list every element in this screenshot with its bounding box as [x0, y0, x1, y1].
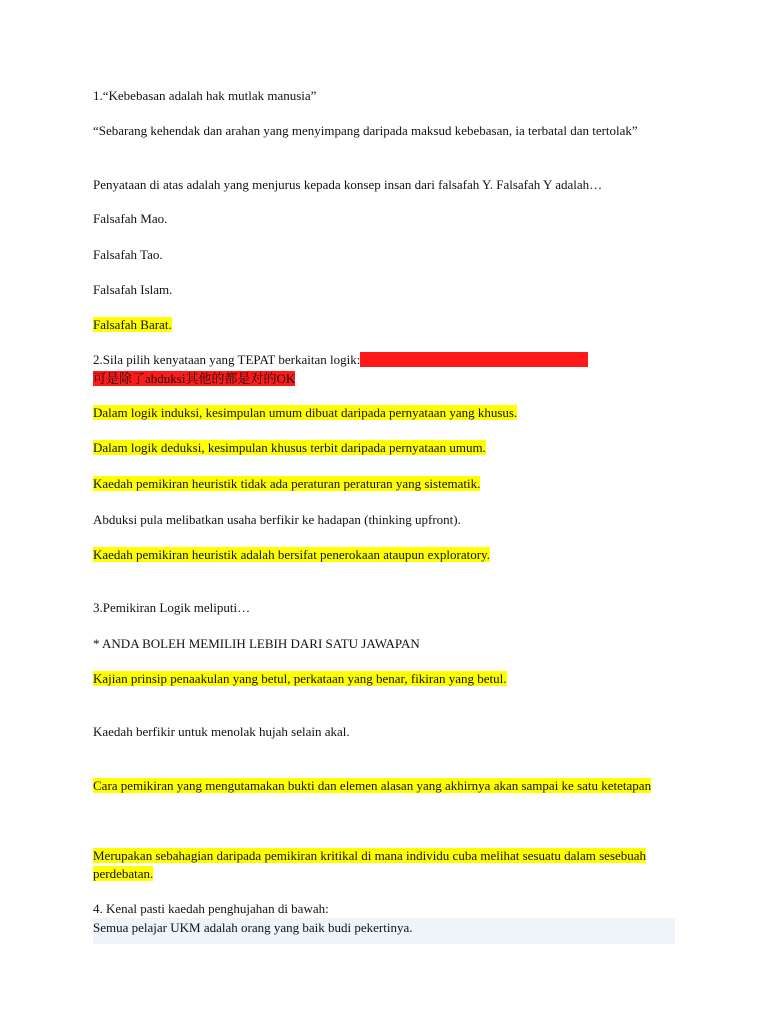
- q3-option-highlighted: Kajian prinsip penaakulan yang betul, perkataan yang benar, fikiran yang betul.: [93, 671, 507, 686]
- q4-title: 4. Kenal pasti kaedah penghujahan di bawah:: [93, 901, 329, 916]
- q3-option: Kaedah berfikir untuk menolak hujah selain akal.: [93, 724, 350, 739]
- q3-option-highlighted: Merupakan sebahagian daripada pemikiran kritikal di mana individu cuba melihat sesuatu dalam sesebuah perdebatan.: [93, 848, 647, 881]
- q1-option: Falsafah Tao.: [93, 247, 163, 262]
- q1-option-highlighted: Falsafah Barat.: [93, 317, 172, 332]
- q2-option-highlighted: Dalam logik induksi, kesimpulan umum dibuat daripada pernyataan yang khusus.: [93, 405, 518, 420]
- q2-option: Abduksi pula melibatkan usaha berfikir ke hadapan (thinking upfront).: [93, 512, 461, 527]
- q4-statement: Semua pelajar UKM adalah orang yang baik budi pekertinya.: [93, 920, 413, 935]
- q2-note: 可是除了abduksi其他的都是对的OK: [93, 371, 296, 386]
- q1-option: Falsafah Islam.: [93, 282, 173, 297]
- q3-title: 3.Pemikiran Logik meliputi…: [93, 600, 251, 615]
- q2-option-highlighted: Dalam logik deduksi, kesimpulan khusus terbit daripada pernyataan umum.: [93, 440, 486, 455]
- q1-title: 1.“Kebebasan adalah hak mutlak manusia”: [93, 88, 317, 103]
- q3-instruction: * ANDA BOLEH MEMILIH LEBIH DARI SATU JAWAPAN: [93, 636, 420, 651]
- q3-option-highlighted: Cara pemikiran yang mengutamakan bukti dan elemen alasan yang akhirnya akan sampai ke satu ketetapan: [93, 778, 652, 793]
- q1-option: Falsafah Mao.: [93, 211, 168, 226]
- q1-statement: Penyataan di atas adalah yang menjurus kepada konsep insan dari falsafah Y. Falsafah Y adalah…: [93, 177, 603, 192]
- q2-option-highlighted: Kaedah pemikiran heuristik adalah bersifat penerokaan ataupun exploratory.: [93, 547, 490, 562]
- q2-title: 2.Sila pilih kenyataan yang TEPAT berkaitan logik:: [93, 351, 683, 369]
- q2-note-illegible: [360, 352, 588, 367]
- q2-option-highlighted: Kaedah pemikiran heuristik tidak ada peraturan peraturan yang sistematik.: [93, 476, 481, 491]
- q1-quote: “Sebarang kehendak dan arahan yang menyimpang daripada maksud kebebasan, ia terbatal dan tertolak”: [93, 123, 638, 138]
